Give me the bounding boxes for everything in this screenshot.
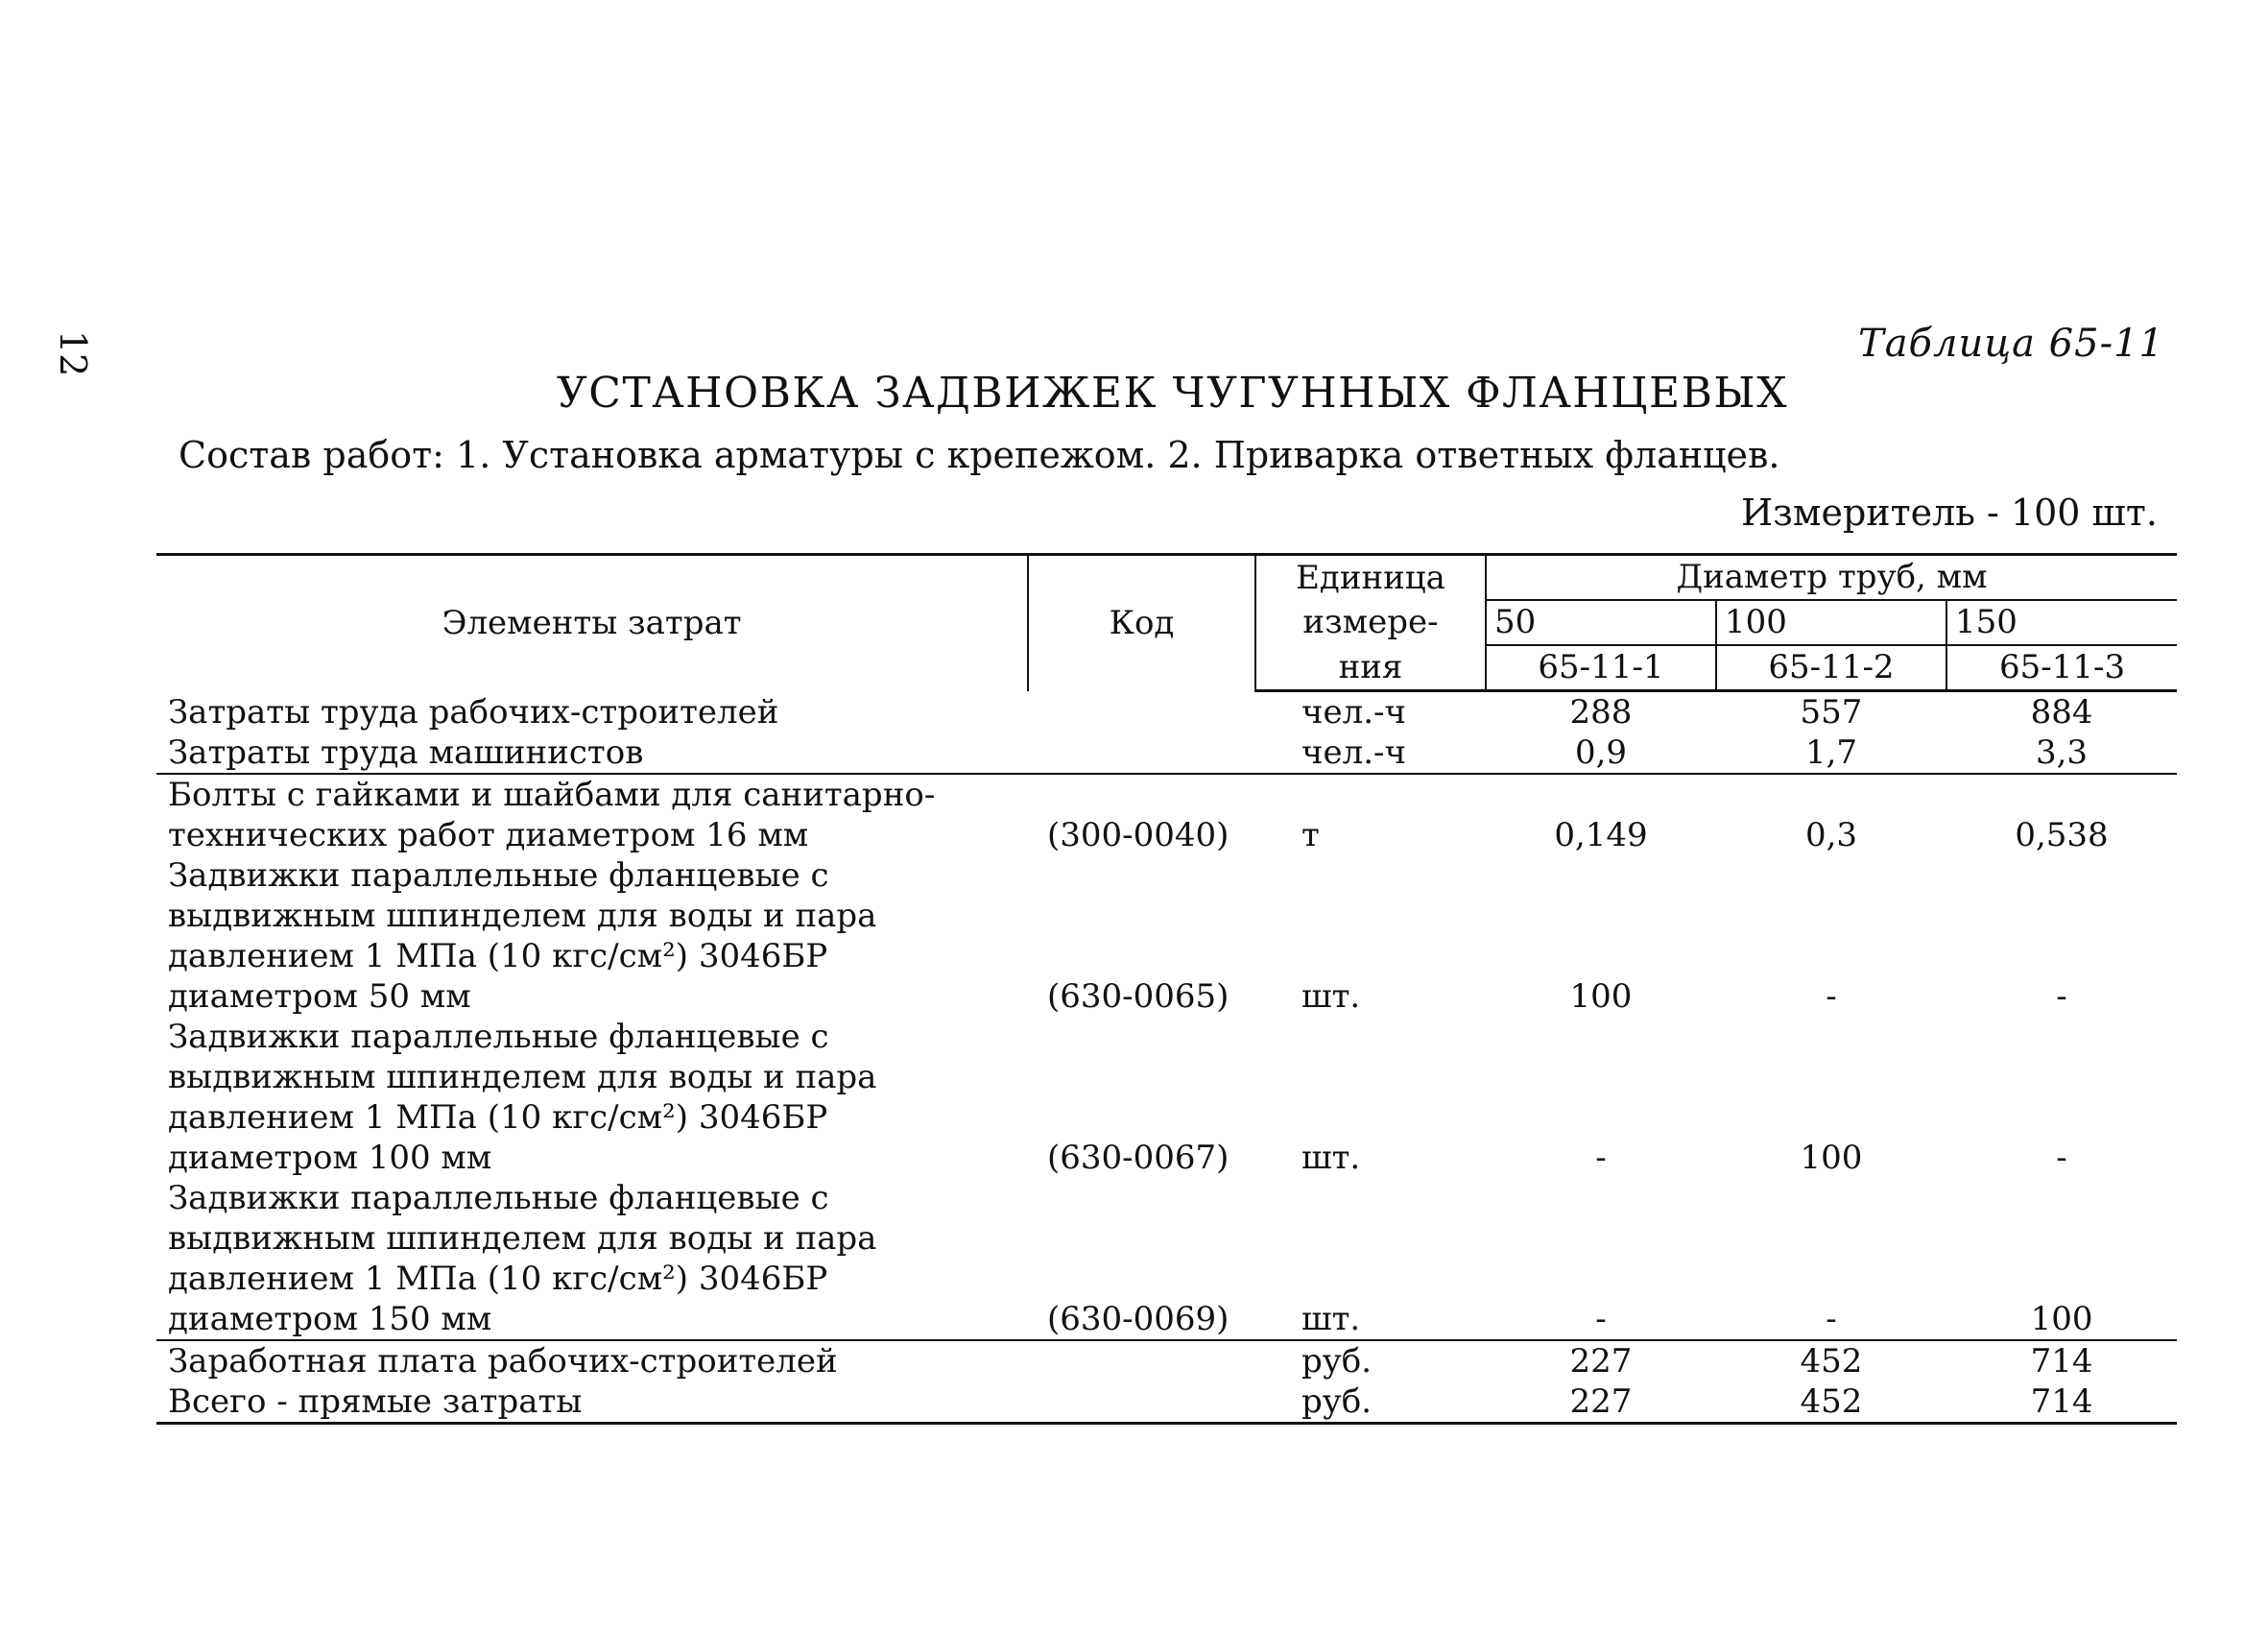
row-code: (630-0065) — [1047, 977, 1229, 1016]
totals-section — [156, 1340, 2177, 1424]
row-value-150: 3,3 — [1946, 732, 2177, 774]
row-value-50: 227 — [1486, 1381, 1716, 1424]
table-row — [156, 855, 2177, 1017]
row-code: (300-0040) — [1047, 816, 1229, 854]
header-elements: Элементы затрат — [156, 555, 1028, 691]
row-value-150: 714 — [2030, 1342, 2093, 1381]
document-title: УСТАНОВКА ЗАДВИЖЕК ЧУГУННЫХ ФЛАНЦЕВЫХ — [557, 369, 1789, 418]
table-row — [156, 1381, 2177, 1424]
row-value-50: - — [1486, 1178, 1716, 1340]
page-number: 12 — [52, 330, 94, 377]
row-value-150: - — [2056, 1139, 2067, 1177]
header-unit-line1: Единица — [1255, 555, 1486, 601]
table-row — [156, 1017, 2177, 1178]
header-diameter: Диаметр труб, мм — [1486, 555, 2177, 601]
row-unit: шт. — [1301, 977, 1361, 1016]
header-diameter-100: 100 — [1716, 600, 1946, 645]
table-label: Таблица 65-11 — [1858, 322, 2164, 366]
row-value-50: 227 — [1569, 1342, 1633, 1381]
work-composition: Состав работ: 1. Установка арматуры с крепежом. 2. Приварка ответных фланцев. — [179, 434, 1780, 476]
row-value-100: 452 — [1716, 1381, 1946, 1424]
materials-section — [156, 774, 2177, 1340]
row-value-150: 100 — [1946, 1178, 2177, 1340]
row-value-150: 884 — [2030, 693, 2093, 732]
table-row — [156, 1340, 2177, 1381]
row-name: Болты с гайками и шайбами для санитарно-технических работ диаметром 16 мм — [168, 776, 936, 854]
table-row — [156, 732, 2177, 774]
row-name: Задвижки параллельные фланцевые с выдвижным шпинделем для воды и пара давлением 1 МПа (10 кгс/см²) 3046БР диаметром 50 мм — [168, 856, 877, 1016]
row-value-150: - — [2056, 977, 2067, 1016]
row-value-100: 0,3 — [1804, 816, 1858, 854]
row-value-100: - — [1826, 977, 1837, 1016]
row-name: Задвижки параллельные фланцевые с выдвижным шпинделем для воды и пара давлением 1 МПа (10 кгс/см²) 3046БР диаметром 100 мм — [168, 1018, 877, 1177]
row-unit: т — [1301, 816, 1320, 854]
row-code — [1028, 1340, 1255, 1381]
table-row — [156, 774, 2177, 855]
header-diameter-150: 150 — [1946, 600, 2177, 645]
row-name: Задвижки параллельные фланцевые с выдвижным шпинделем для воды и пара давлением 1 МПа (10 кгс/см²) 3046БР диаметром 150 мм — [156, 1178, 1028, 1340]
row-unit: руб. — [1255, 1381, 1486, 1424]
row-unit: шт. — [1301, 1139, 1361, 1177]
header-code: Код — [1028, 555, 1255, 691]
table-row — [156, 691, 2177, 733]
row-value-50: 100 — [1569, 977, 1633, 1016]
header-diameter-50: 50 — [1486, 600, 1716, 645]
row-value-150: 714 — [1946, 1381, 2177, 1424]
row-value-150: 0,538 — [2015, 816, 2109, 854]
row-name: Заработная плата рабочих-строителей — [168, 1342, 838, 1381]
row-code — [1028, 691, 1255, 733]
row-code: (630-0069) — [1028, 1178, 1255, 1340]
row-name: Всего - прямые затраты — [156, 1381, 1028, 1424]
header-code-3: 65-11-3 — [1946, 645, 2177, 691]
row-value-100: 100 — [1800, 1139, 1863, 1177]
header-code-1: 65-11-1 — [1486, 645, 1716, 691]
row-name: Затраты труда рабочих-строителей — [168, 693, 779, 732]
row-value-100: 452 — [1800, 1342, 1863, 1381]
row-unit: чел.-ч — [1255, 732, 1486, 774]
row-value-50: - — [1595, 1139, 1607, 1177]
table-header — [156, 555, 2177, 691]
row-name: Затраты труда машинистов — [156, 732, 1028, 774]
row-value-100: 1,7 — [1716, 732, 1946, 774]
row-value-100: - — [1716, 1178, 1946, 1340]
row-unit: чел.-ч — [1301, 693, 1406, 732]
row-unit: руб. — [1301, 1342, 1373, 1381]
row-code — [1028, 1381, 1255, 1424]
table-row — [156, 1178, 2177, 1340]
cost-table — [156, 553, 2177, 1425]
header-unit-line3: ния — [1255, 645, 1486, 691]
row-value-50: 288 — [1569, 693, 1633, 732]
header-code-2: 65-11-2 — [1716, 645, 1946, 691]
row-code — [1028, 732, 1255, 774]
row-value-50: 0,149 — [1554, 816, 1648, 854]
row-code: (630-0067) — [1047, 1139, 1229, 1177]
unit-measure: Измеритель - 100 шт. — [1741, 492, 2158, 534]
row-value-50: 0,9 — [1486, 732, 1716, 774]
header-unit-line2: измере- — [1255, 600, 1486, 645]
row-unit: шт. — [1255, 1178, 1486, 1340]
row-value-100: 557 — [1800, 693, 1863, 732]
labor-section — [156, 691, 2177, 775]
